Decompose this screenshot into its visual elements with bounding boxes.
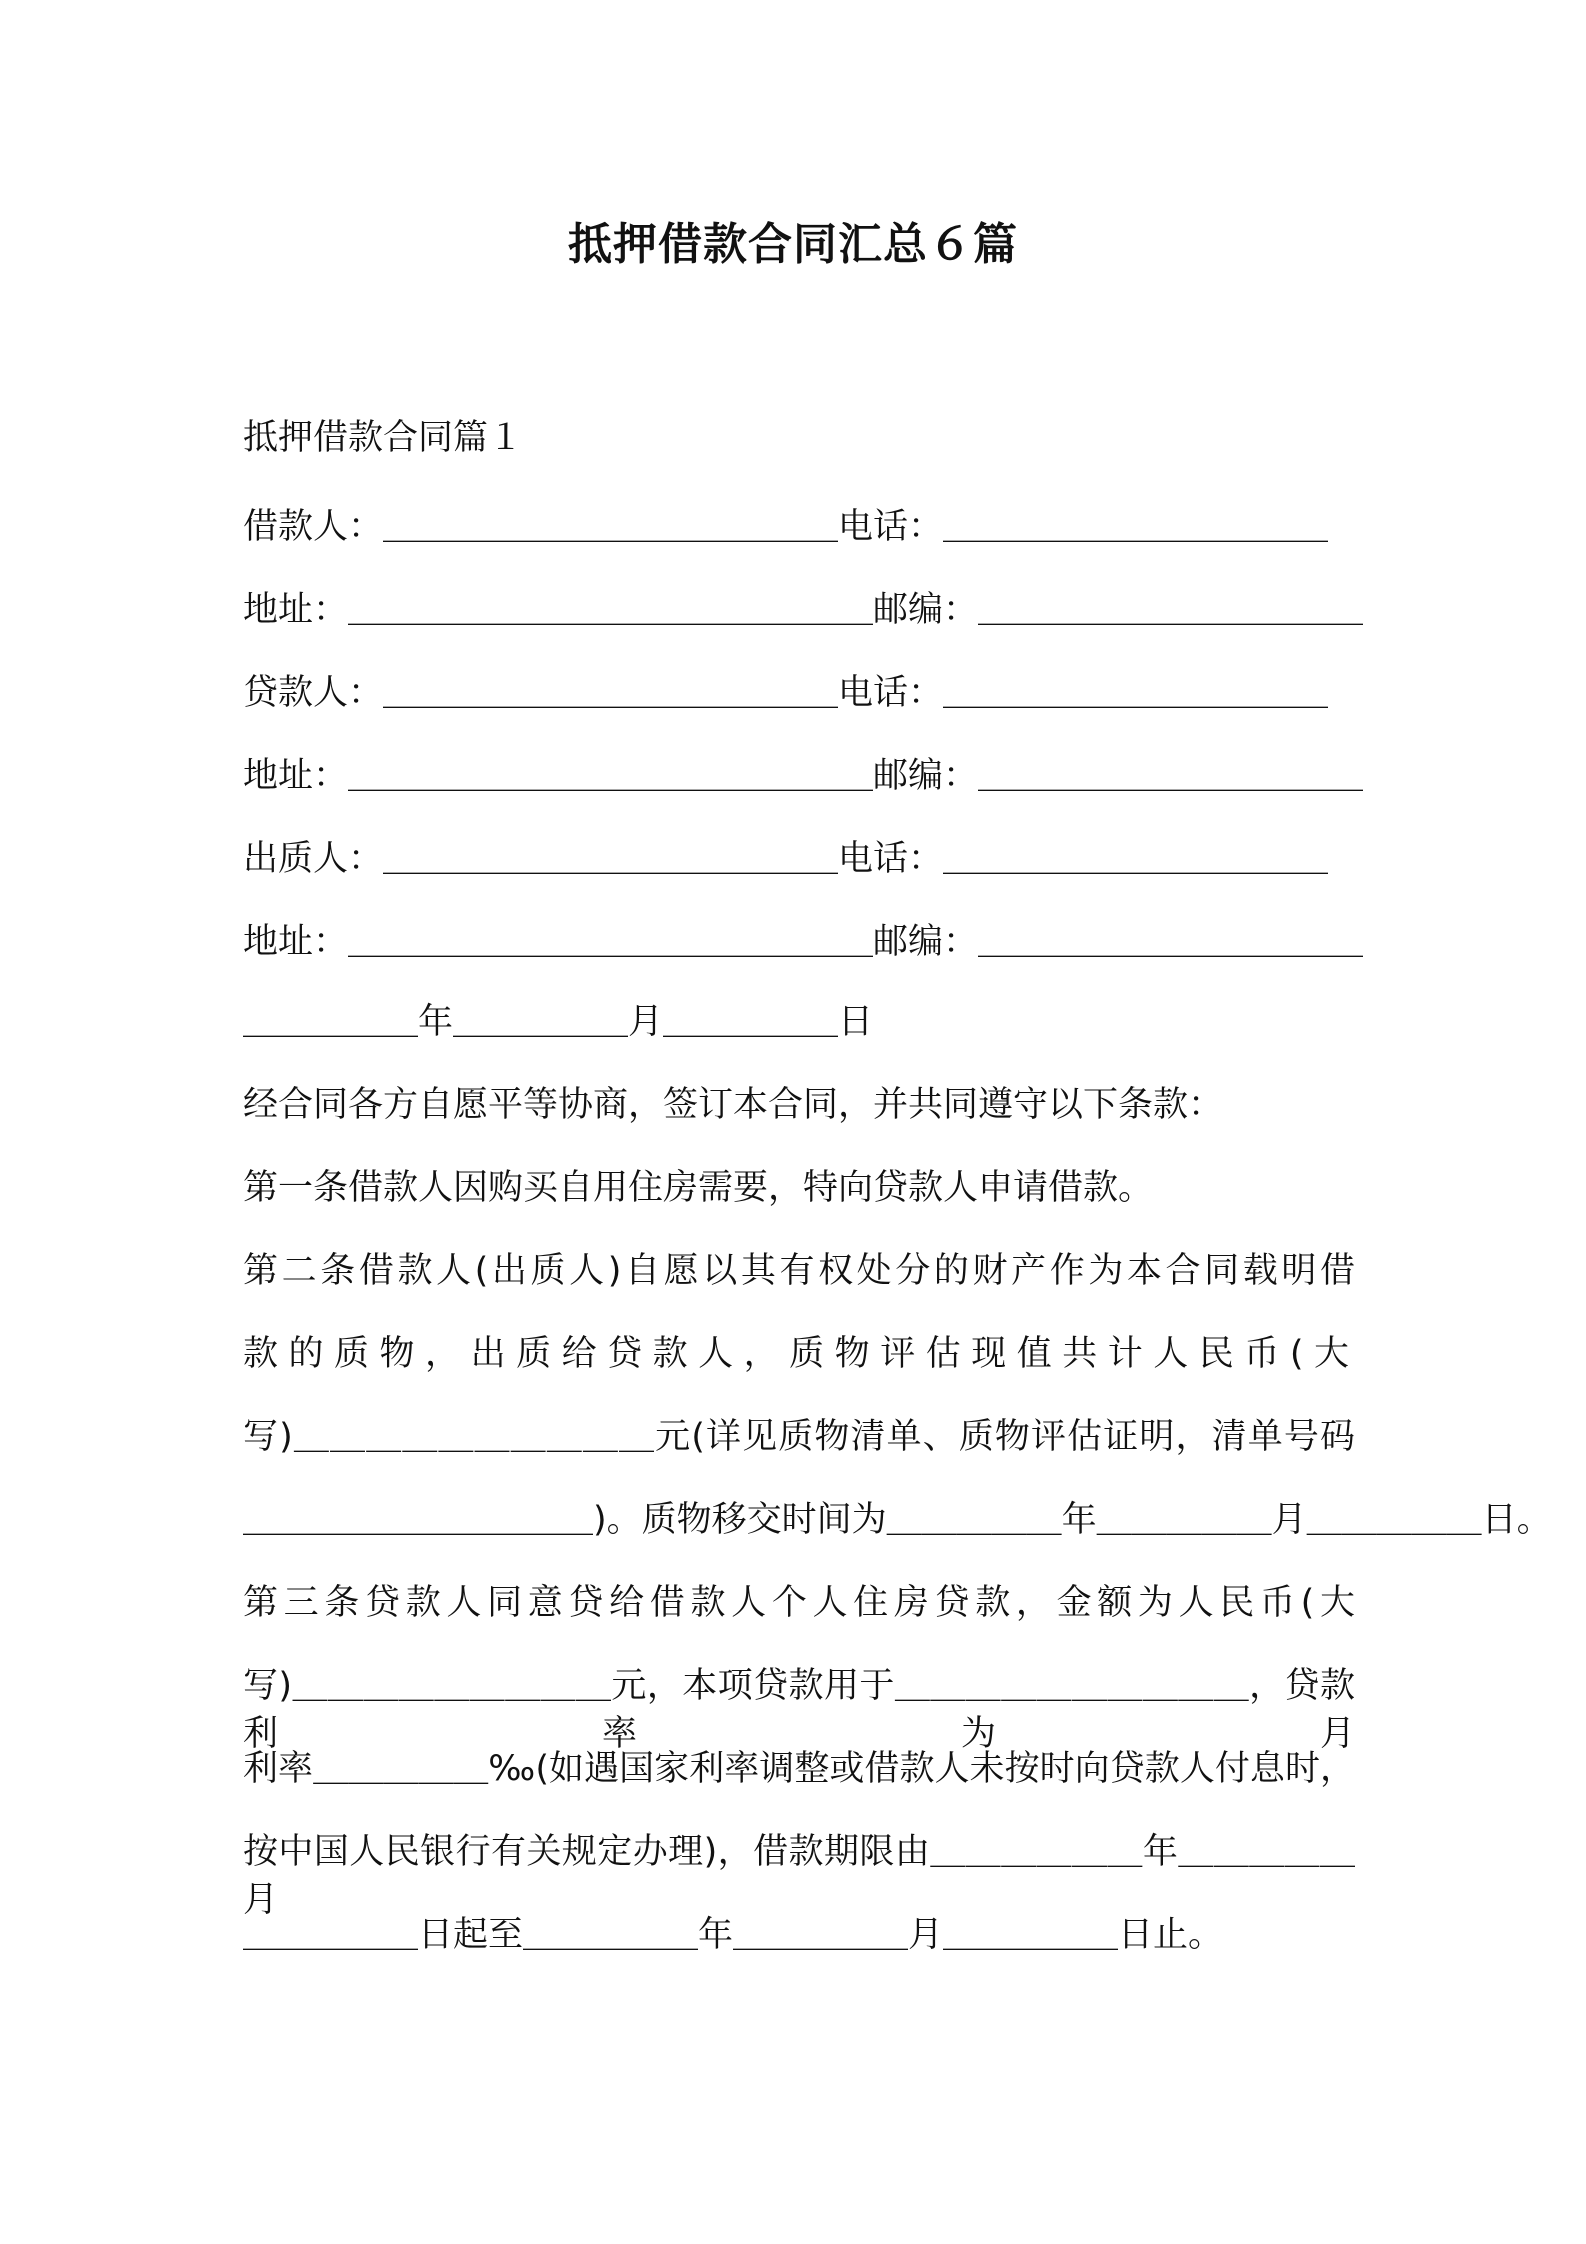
article-2-line-1: 第二条借款人(出质人)自愿以其有权处分的财产作为本合同载明借 (243, 1251, 1355, 1291)
pledgor-line: 出质人：＿＿＿＿＿＿＿＿＿＿＿＿＿电话：＿＿＿＿＿＿＿＿＿＿＿ (243, 839, 1329, 879)
lender-line: 贷款人：＿＿＿＿＿＿＿＿＿＿＿＿＿电话：＿＿＿＿＿＿＿＿＿＿＿ (243, 673, 1329, 713)
article-3-line-5: ＿＿＿＿＿日起至＿＿＿＿＿年＿＿＿＿＿月＿＿＿＿＿日止。 (243, 1915, 1224, 1955)
pledgor-address-line: 地址：＿＿＿＿＿＿＿＿＿＿＿＿＿＿＿邮编：＿＿＿＿＿＿＿＿＿＿＿ (243, 922, 1364, 962)
article-3-line-1: 第三条贷款人同意贷给借款人个人住房贷款，金额为人民币(大 (243, 1583, 1355, 1623)
article-3-line-2: 写)＿＿＿＿＿＿＿＿＿元，本项贷款用于＿＿＿＿＿＿＿＿＿＿，贷款利率为月 (243, 1666, 1355, 1754)
page-title: 抵押借款合同汇总６篇 (568, 219, 1018, 270)
article-2-line-2: 款的质物，出质给贷款人，质物评估现值共计人民币(大 (243, 1334, 1355, 1374)
date-line: ＿＿＿＿＿年＿＿＿＿＿月＿＿＿＿＿日 (243, 1002, 874, 1042)
article-2-line-3: 写)＿＿＿＿＿＿＿＿＿＿元(详见质物清单、质物评估证明，清单号码 (243, 1417, 1355, 1457)
borrower-line: 借款人：＿＿＿＿＿＿＿＿＿＿＿＿＿电话：＿＿＿＿＿＿＿＿＿＿＿ (243, 507, 1329, 547)
article-3-line-3: 利率＿＿＿＿＿‰(如遇国家利率调整或借款人未按时向贷款人付息时， (243, 1749, 1355, 1789)
article-2-line-4: ＿＿＿＿＿＿＿＿＿＿)。质物移交时间为＿＿＿＿＿年＿＿＿＿＿月＿＿＿＿＿日。 (243, 1500, 1552, 1540)
intro-paragraph: 经合同各方自愿平等协商，签订本合同，并共同遵守以下条款： (243, 1085, 1224, 1125)
article-1: 第一条借款人因购买自用住房需要，特向贷款人申请借款。 (243, 1168, 1154, 1208)
section-heading: 抵押借款合同篇１ (243, 418, 524, 458)
borrower-address-line: 地址：＿＿＿＿＿＿＿＿＿＿＿＿＿＿＿邮编：＿＿＿＿＿＿＿＿＿＿＿ (243, 590, 1364, 630)
article-3-line-4: 按中国人民银行有关规定办理)，借款期限由＿＿＿＿＿＿年＿＿＿＿＿月 (243, 1832, 1355, 1920)
lender-address-line: 地址：＿＿＿＿＿＿＿＿＿＿＿＿＿＿＿邮编：＿＿＿＿＿＿＿＿＿＿＿ (243, 756, 1364, 796)
